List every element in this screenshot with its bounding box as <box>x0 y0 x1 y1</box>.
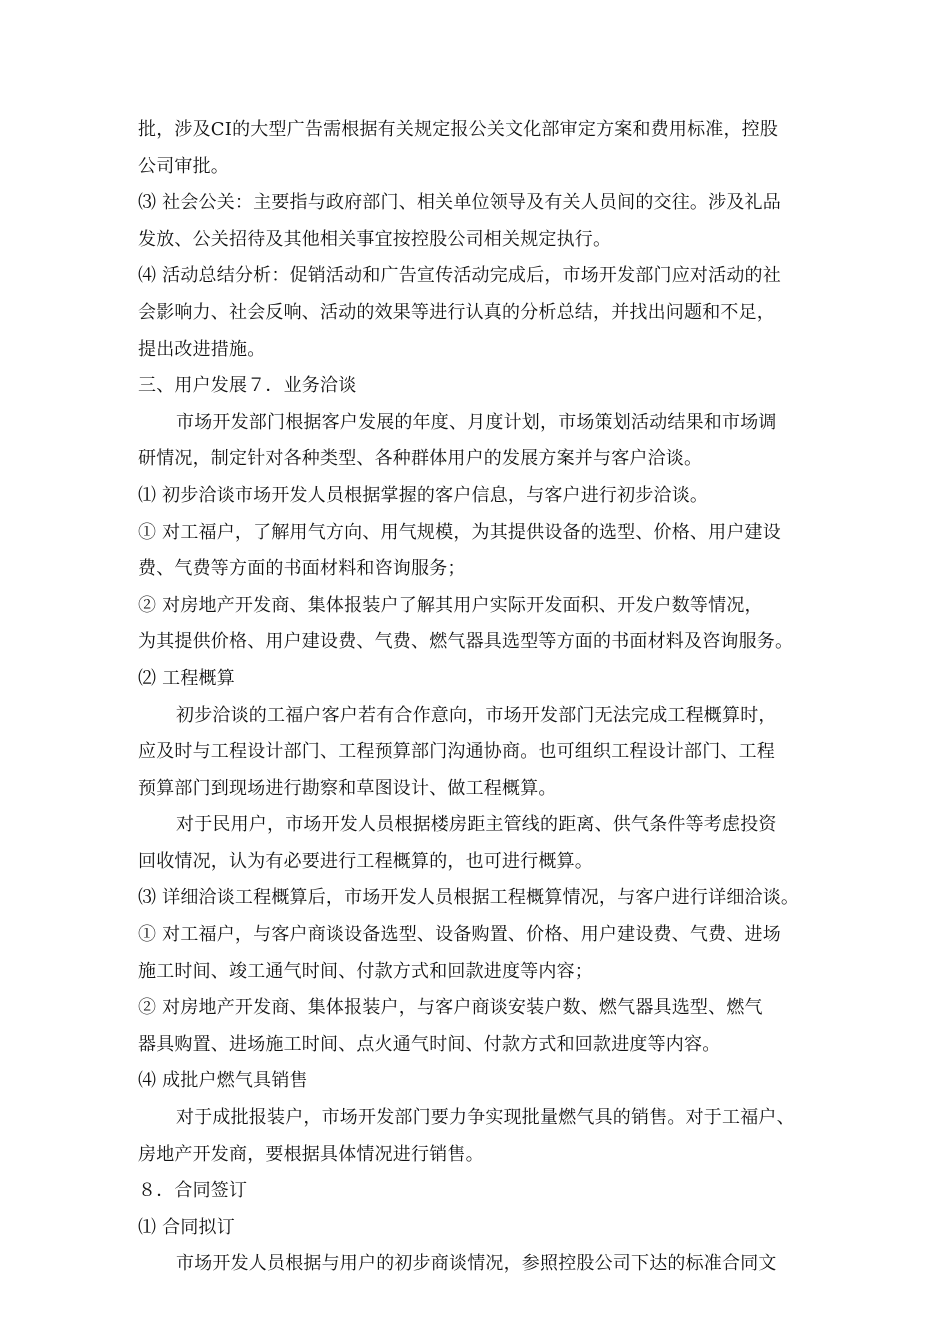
text-line: 器具购置、进场施工时间、点火通气时间、付款方式和回款进度等内容。 <box>138 1033 721 1055</box>
text-line: ⑴ 初步洽谈市场开发人员根据掌握的客户信息，与客户进行初步洽谈。 <box>138 484 709 506</box>
text-line: 费、气费等方面的书面材料和咨询服务； <box>138 558 466 580</box>
text-line: 对于民用户，市场开发人员根据楼房距主管线的距离、供气条件等考虑投资 <box>176 814 777 836</box>
text-line: 对于成批报装户，市场开发部门要力争实现批量燃气具的销售。对于工福户、 <box>176 1107 795 1129</box>
text-line: 会影响力、社会反响、活动的效果等进行认真的分析总结，并找出问题和不足， <box>138 301 775 323</box>
subsection-heading: ⑷ 成批户燃气具销售 <box>138 1070 308 1092</box>
text-line: ⑶ 详细洽谈工程概算后，市场开发人员根据工程概算情况，与客户进行详细洽谈。 <box>138 887 800 909</box>
text-line: 公司审批。 <box>138 155 229 177</box>
text-line: 市场开发人员根据与用户的初步商谈情况，参照控股公司下达的标准合同文 <box>176 1253 777 1275</box>
text-line: ⑷ 活动总结分析：促销活动和广告宣传活动完成后，市场开发部门应对活动的社 <box>138 265 781 287</box>
text-line: 回收情况，认为有必要进行工程概算的，也可进行概算。 <box>138 850 593 872</box>
document-body <box>138 112 828 1283</box>
text-line: ① 对工福户，了解用气方向、用气规模，为其提供设备的选型、价格、用户建设 <box>138 521 781 543</box>
text-line: ① 对工福户，与客户商谈设备选型、设备购置、价格、用户建设费、气费、进场 <box>138 924 781 946</box>
text-line: 初步洽谈的工福户客户若有合作意向，市场开发部门无法完成工程概算时， <box>176 704 777 726</box>
text-line: 研情况，制定针对各种类型、各种群体用户的发展方案并与客户洽谈。 <box>138 448 703 470</box>
text-line: 市场开发部门根据客户发展的年度、月度计划，市场策划活动结果和市场调 <box>176 411 777 433</box>
section-heading: 三、用户发展７．业务洽谈 <box>138 375 357 397</box>
text-line: 房地产开发商，要根据具体情况进行销售。 <box>138 1143 484 1165</box>
text-line: ② 对房地产开发商、集体报装户，与客户商谈安装户数、燃气器具选型、燃气 <box>138 997 763 1019</box>
section-heading: ８．合同签订 <box>138 1180 248 1202</box>
text-line: ⑶ 社会公关：主要指与政府部门、相关单位领导及有关人员间的交往。涉及礼品 <box>138 192 781 214</box>
text-line: ② 对房地产开发商、集体报装户了解其用户实际开发面积、开发户数等情况， <box>138 594 763 616</box>
text-line: 施工时间、竣工通气时间、付款方式和回款进度等内容； <box>138 960 593 982</box>
subsection-heading: ⑴ 合同拟订 <box>138 1216 235 1238</box>
subsection-heading: ⑵ 工程概算 <box>138 667 235 689</box>
text-line: 提出改进措施。 <box>138 338 266 360</box>
text-line: 预算部门到现场进行勘察和草图设计、做工程概算。 <box>138 777 557 799</box>
text-line: 应及时与工程设计部门、工程预算部门沟通协商。也可组织工程设计部门、工程 <box>138 741 775 763</box>
text-line: 发放、公关招待及其他相关事宜按控股公司相关规定执行。 <box>138 228 612 250</box>
text-line: 为其提供价格、用户建设费、气费、燃气器具选型等方面的书面材料及咨询服务。 <box>138 631 794 653</box>
text-line: 批，涉及CI的大型广告需根据有关规定报公关文化部审定方案和费用标准，控股 <box>138 119 779 140</box>
